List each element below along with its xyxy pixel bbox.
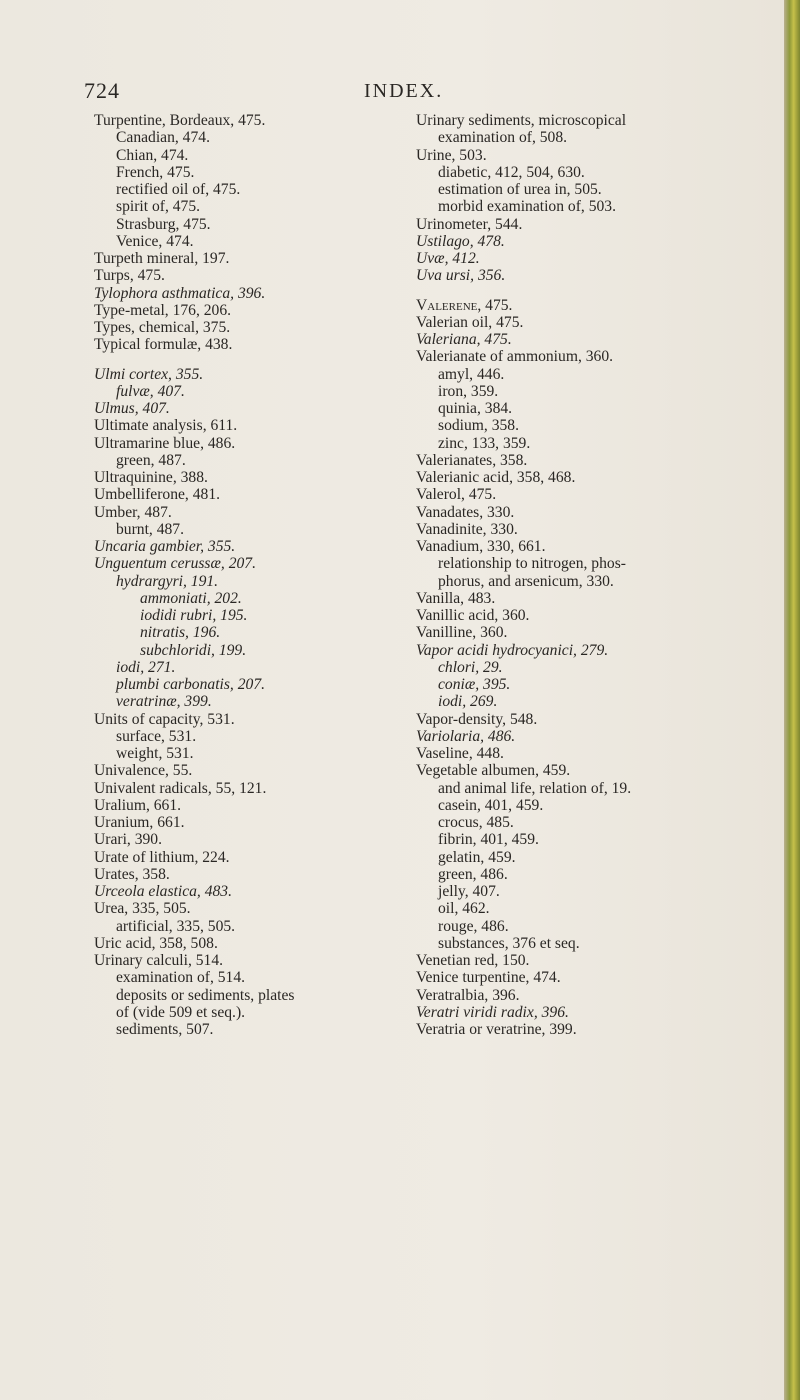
page-number: 724	[84, 78, 120, 103]
index-entry: Valerene, 475.	[416, 296, 513, 314]
index-entry: oil, 462.	[438, 900, 490, 918]
index-entry: green, 486.	[438, 865, 508, 883]
index-entry: Urea, 335, 505.	[94, 900, 191, 918]
index-entry: artificial, 335, 505.	[116, 917, 236, 935]
index-entry: Veratralbia, 396.	[416, 986, 520, 1004]
index-entry: quinia, 384.	[438, 400, 513, 417]
index-entry: spirit of, 475.	[116, 198, 201, 216]
index-entry: crocus, 485.	[438, 814, 514, 831]
index-entry: Canadian, 474.	[116, 129, 210, 147]
index-entry: Ultramarine blue, 486.	[94, 434, 236, 452]
index-entry: Urceola elastica, 483.	[94, 883, 233, 900]
index-entry: Uncaria gambier, 355.	[94, 538, 236, 555]
index-entry: examination of, 508.	[438, 129, 568, 147]
index-entry: French, 475.	[116, 163, 195, 181]
index-entry: jelly, 407.	[438, 883, 500, 900]
index-entry: Unguentum cerussæ, 207.	[94, 555, 256, 573]
index-entry: Uralium, 661.	[94, 796, 182, 814]
index-entry: Ulmus, 407.	[94, 400, 170, 417]
index-entry: Urates, 358.	[94, 865, 170, 883]
index-entry: Strasburg, 475.	[116, 215, 211, 233]
index-entry: Veratria or veratrine, 399.	[416, 1021, 577, 1038]
index-entry: nitratis, 196.	[140, 624, 221, 642]
index-entry: of (vide 509 et seq.).	[116, 1003, 246, 1021]
index-entry: Univalence, 55.	[94, 762, 193, 780]
index-entry: estimation of urea in, 505.	[438, 181, 602, 198]
index-entry: Valerian oil, 475.	[416, 313, 524, 331]
index-entry: Vegetable albumen, 459.	[416, 762, 571, 780]
index-entry: iodi, 271.	[116, 658, 176, 676]
index-entry: rouge, 486.	[438, 917, 509, 935]
index-entry: Urine, 503.	[416, 146, 487, 164]
index-entry: hydrargyri, 191.	[116, 572, 219, 590]
index-entry: relationship to nitrogen, phos-	[438, 555, 626, 573]
index-entry: Vanilla, 483.	[416, 589, 496, 607]
index-entry: Urinary sediments, microscopical	[416, 112, 627, 129]
index-entry: Vapor-density, 548.	[416, 710, 538, 728]
index-entry: Units of capacity, 531.	[94, 710, 235, 728]
index-entry: Venice turpentine, 474.	[416, 969, 561, 987]
index-entry: Uva ursi, 356.	[416, 267, 506, 285]
index-entry: Ultraquinine, 388.	[94, 469, 208, 486]
index-entry: burnt, 487.	[116, 520, 185, 538]
index-entry: phorus, and arsenicum, 330.	[438, 572, 614, 590]
index-entry: Umber, 487.	[94, 503, 172, 521]
index-entry: Uric acid, 358, 508.	[94, 934, 218, 952]
index-entry: zinc, 133, 359.	[438, 434, 531, 452]
index-entry: morbid examination of, 503.	[438, 198, 616, 216]
page-title: INDEX.	[364, 80, 444, 102]
index-entry: green, 487.	[116, 451, 186, 469]
index-entry: Ultimate analysis, 611.	[94, 417, 238, 435]
index-entry: Urate of lithium, 224.	[94, 848, 230, 866]
index-entry: Uvæ, 412.	[416, 250, 480, 267]
index-entry: Uranium, 661.	[94, 814, 185, 831]
index-entry: gelatin, 459.	[438, 848, 516, 866]
index-entry: surface, 531.	[116, 727, 197, 745]
index-entry: Valerianic acid, 358, 468.	[416, 469, 576, 486]
index-entry: Venetian red, 150.	[416, 952, 530, 969]
index-entry: Valerianate of ammonium, 360.	[416, 348, 614, 366]
index-entry: veratrinæ, 399.	[116, 693, 212, 711]
index-entry: Vapor acidi hydrocyanici, 279.	[416, 641, 609, 659]
index-entry: iodi, 269.	[438, 693, 498, 711]
index-entry: rectified oil of, 475.	[116, 181, 241, 198]
index-entry: deposits or sediments, plates	[116, 986, 295, 1004]
page-header	[0, 78, 786, 108]
index-entry: amyl, 446.	[438, 365, 505, 383]
index-entry: Types, chemical, 375.	[94, 319, 231, 336]
index-entry: Vanillic acid, 360.	[416, 607, 530, 624]
index-entry: Valerol, 475.	[416, 486, 497, 504]
index-entry: Valeriana, 475.	[416, 331, 512, 348]
index-entry: ammoniati, 202.	[140, 589, 242, 607]
index-entry: diabetic, 412, 504, 630.	[438, 163, 585, 181]
index-column-right	[416, 112, 766, 1038]
index-entry: Urinometer, 544.	[416, 215, 523, 233]
index-entry: chlori, 29.	[438, 658, 503, 676]
index-entry: Univalent radicals, 55, 121.	[94, 779, 267, 797]
index-entry: subchloridi, 199.	[140, 641, 247, 659]
index-entry: Ustilago, 478.	[416, 232, 505, 250]
index-entry: Umbelliferone, 481.	[94, 486, 221, 504]
index-entry: Vaseline, 448.	[416, 745, 504, 762]
index-entry: casein, 401, 459.	[438, 796, 544, 814]
index-entry: Chian, 474.	[116, 146, 189, 164]
index-entry: Ulmi cortex, 355.	[94, 365, 204, 383]
index-entry: substances, 376 et seq.	[438, 934, 580, 952]
index-entry: Valerianates, 358.	[416, 451, 528, 469]
index-entry: and animal life, relation of, 19.	[438, 779, 632, 797]
index-entry: iodidi rubri, 195.	[140, 607, 248, 624]
index-entry: iron, 359.	[438, 382, 499, 400]
index-entry: Veratri viridi radix, 396.	[416, 1003, 569, 1021]
index-entry: Urinary calculi, 514.	[94, 952, 224, 969]
index-column-left	[94, 112, 394, 1038]
index-entry: Tylophora asthmatica, 396.	[94, 284, 266, 302]
index-entry: Urari, 390.	[94, 831, 162, 849]
book-spine-edge	[784, 0, 800, 1400]
index-entry: Turps, 475.	[94, 267, 165, 285]
index-entry: Turpeth mineral, 197.	[94, 250, 230, 267]
index-entry: sodium, 358.	[438, 417, 520, 435]
index-entry: Turpentine, Bordeaux, 475.	[94, 112, 266, 129]
index-entry: Type-metal, 176, 206.	[94, 301, 232, 319]
index-entry: Vanilline, 360.	[416, 624, 508, 642]
index-entry: coniæ, 395.	[438, 676, 511, 693]
index-entry: Vanadium, 330, 661.	[416, 538, 546, 555]
index-entry: Variolaria, 486.	[416, 727, 516, 745]
index-entry: fibrin, 401, 459.	[438, 831, 539, 849]
index-entry: plumbi carbonatis, 207.	[116, 676, 266, 693]
index-entry: examination of, 514.	[116, 969, 246, 987]
index-entry: Venice, 474.	[116, 232, 194, 250]
index-entry: weight, 531.	[116, 745, 194, 762]
index-entry: sediments, 507.	[116, 1021, 214, 1038]
index-entry: Vanadates, 330.	[416, 503, 515, 521]
index-entry: fulvæ, 407.	[116, 382, 185, 400]
index-entry: Typical formulæ, 438.	[94, 336, 233, 354]
index-entry: Vanadinite, 330.	[416, 520, 518, 538]
